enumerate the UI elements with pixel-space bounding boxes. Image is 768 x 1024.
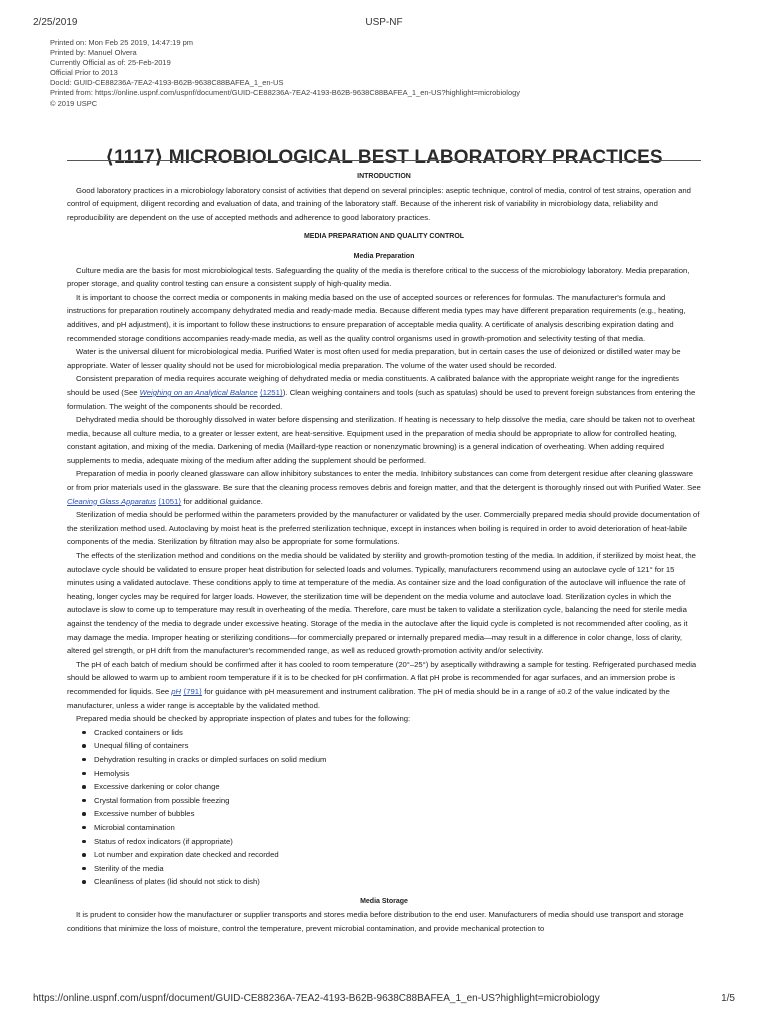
list-item: Excessive darkening or color change (94, 780, 701, 794)
doc-id: DocId: GUID-CE88236A-7EA2-4193-B62B-9638C88BAFEA_1_en-US (50, 78, 284, 88)
list-item: Excessive number of bubbles (94, 807, 701, 821)
ref-791[interactable]: ⟨791⟩ (183, 686, 203, 696)
list-item: Crystal formation from possible freezing (94, 794, 701, 808)
list-item: Unequal filling of containers (94, 739, 701, 753)
print-header (33, 17, 735, 31)
paragraph-glassware (67, 467, 701, 508)
link-weighing-analytical-balance[interactable]: Weighing on an Analytical Balance (139, 387, 258, 397)
text: ). Clean weighing containers and tools (such as spatulas) should be used to prevent foreign substances from entering the formulation. The weight of the components should be recorded. (67, 387, 696, 411)
text: for additional guidance. (181, 496, 263, 506)
ref-1051[interactable]: ⟨1051⟩ (158, 496, 182, 506)
link-cleaning-glass-apparatus[interactable]: Cleaning Glass Apparatus (67, 496, 157, 506)
paragraph: Prepared media should be checked by appropriate inspection of plates and tubes for the following: (76, 714, 411, 724)
section-heading-introduction: INTRODUCTION (357, 173, 411, 180)
print-footer (33, 993, 735, 1007)
page-number: 1/5 (721, 993, 735, 1004)
copyright: © 2019 USPC (50, 98, 98, 108)
title-divider (67, 160, 701, 161)
list-item: Cleanliness of plates (lid should not stick to dish) (94, 875, 701, 889)
print-site-title: USP-NF (365, 17, 403, 28)
document-title: ⟨1117⟩ MICROBIOLOGICAL BEST LABORATORY PRACTICES (105, 146, 663, 168)
inspection-checklist (67, 726, 701, 889)
list-item: Cracked containers or lids (94, 726, 701, 740)
paragraph: It is prudent to consider how the manufacturer or supplier transports and stores media before distribution to the end user. Manufacturers of media should use transport and storage conditions that minimize the loss of moisture, control the temperature, prevent microbial contamination, and provide mechanical protection to (67, 910, 684, 934)
paragraph: Water is the universal diluent for microbiological media. Purified Water is most often used for media preparation, but in certain cases the use of deionized or distilled water may be appropriate. Water of lesser quality should not be used for microbiological media preparation. The volume of the water used should be recorded. (67, 347, 681, 370)
list-item: Lot number and expiration date checked and recorded (94, 848, 701, 862)
list-item: Microbial contamination (94, 821, 701, 835)
print-footer-url: https://online.uspnf.com/uspnf/document/GUID-CE88236A-7EA2-4193-B62B-9638C88BAFEA_1_en-US?highlight=microbiology (33, 993, 600, 1004)
paragraph: Culture media are the basis for most microbiological tests. Safeguarding the quality of the media is therefore critical to the success of the microbiology laboratory. Media preparation, proper storage, and quality control testing can ensure a consistent supply of high-quality media. (67, 265, 690, 289)
list-item: Status of redox indicators (if appropriate) (94, 835, 701, 849)
printed-by: Printed by: Manuel Olvera (50, 48, 137, 58)
official-as-of: Currently Official as of: 25-Feb-2019 (50, 58, 171, 68)
paragraph: It is important to choose the correct media or components in making media based on the use of accepted sources or references for formulas. The manufacturer's formula and instructions for preparation routinely accompany dehydrated media and ready-made media. Because different media types may have different preparation requirements (e.g., heating, additives, and pH adjustment), it is important to follow these instructions to ensure preparation of acceptable media quality. A certificate of analysis describing expiration dating and recommended storage conditions accompanies ready-made media, as well as the quality control organisms used in growth-promotion and selectivity testing of that media. (67, 292, 686, 343)
printed-from: Printed from: https://online.uspnf.com/uspnf/document/GUID-CE88236A-7EA2-4193-B62B-9638C88BAFEA_1_en-US?highlight=microbiology (50, 88, 521, 98)
list-item: Hemolysis (94, 767, 701, 781)
paragraph: The effects of the sterilization method and conditions on the media should be validated by sterility and growth-promotion testing of the media. In addition, if sterilized by moist heat, the autoclave cycle should be validated to ensure proper heat distribution for selected loads and volumes. Typically, manufacturers recommend using an autoclave cycle of 121° for 15 minutes using a validated autoclave. These conditions apply to time at temperature of the media. As container size and the load configuration of the autoclave will influence the rate of heating, longer cycles may be required for larger loads. However, the sterilization time will be dependent on the media volume and autoclave load. Sterilization cycles in which the autoclave is slow to come up to temperature may result in overheating of the media. Therefore, care must be taken to validate a sterilization cycle, balancing the need for sterile media against the tendency of the media to degrade under excessive heating. Storage of the media in the autoclave after the liquid cycle is completed is not recommended after cooling, as it may damage the media. Improper heating or sterilizing conditions—for commercially prepared or internally prepared media—may result in a difference in color change, loss of clarity, altered gel strength, or pH drift from the manufacturer's recommended range, as well as reduced growth-promotion activity and/or selectivity. (67, 551, 696, 656)
subheading-media-preparation: Media Preparation (353, 252, 415, 260)
intro-paragraph: Good laboratory practices in a microbiology laboratory consist of activities that depend on several principles: aseptic technique, control of media, control of test strains, operation and control of equipment, diligent recording and evaluation of data, and training of the laboratory staff. Because of the inherent risk of variability in microbiology data, reliability and reproducibility are dependent on the use of accepted methods and adherence to good laboratory practices. (67, 185, 691, 222)
document-body (67, 170, 701, 936)
text: Preparation of media in poorly cleaned glassware can allow inhibitory substances to enter the media. Inhibitory substances can come from detergent residue after cleaning glassware or from prior materials used in the glassware. Be sure that the cleaning process removes debris and foreign matter, and that the detergent is thoroughly rinsed out with Purified Water. See (67, 469, 701, 493)
link-ph[interactable]: pH (171, 686, 182, 696)
printed-on: Printed on: Mon Feb 25 2019, 14:47:19 pm (50, 38, 194, 47)
section-heading-media-prep-qc: MEDIA PREPARATION AND QUALITY CONTROL (303, 233, 465, 241)
official-prior: Official Prior to 2013 (50, 68, 118, 78)
paragraph-weighing (67, 372, 701, 413)
paragraph-ph (67, 658, 701, 712)
subheading-media-storage: Media Storage (360, 897, 408, 905)
print-metadata (50, 38, 730, 109)
paragraph: Dehydrated media should be thoroughly dissolved in water before dispensing and sterilization. If heating is necessary to help dissolve the media, care should be taken not to overheat media, because all culture media, to a greater or lesser extent, are heat-sensitive. Equipment used in the preparation of media should be appropriate to allow for controlled heating, constant agitation, and mixing of the media. Darkening of media (Maillard-type reaction or nonenzymatic browning) is a general indication of overheating. When adding required supplements to media, adequate mixing of the medium after adding the supplement should be performed. (67, 415, 695, 465)
text: The pH of each batch of medium should be confirmed after it has cooled to room temperature (20°–25°) by aseptically withdrawing a sample for testing. Refrigerated purchased media should be allowed to warm up to ambient room temperature if it is to be checked for pH confirmation. A flat pH probe is recommended for agar surfaces, and an immersion probe is recommended for liquids. See (67, 659, 697, 696)
text: for guidance with pH measurement and instrument calibration. The pH of media should be in a range of ±0.2 of the value indicated by the manufacturer, unless a wider range is acceptable by the validated method. (67, 686, 670, 710)
print-date: 2/25/2019 (33, 17, 78, 28)
list-item: Dehydration resulting in cracks or dimpled surfaces on solid medium (94, 753, 701, 767)
text: Consistent preparation of media requires accurate weighing of dehydrated media or media constituents. A calibrated balance with the appropriate weight range for the ingredients should be used (See (67, 374, 679, 397)
ref-1251[interactable]: ⟨1251⟩ (259, 387, 283, 397)
list-item: Sterility of the media (94, 862, 701, 876)
paragraph: Sterilization of media should be performed within the parameters provided by the manufacturer or validated by the user. Commercially prepared media should provide documentation of the sterilization method used. Autoclaving by moist heat is the preferred sterilization technique, except in instances when boiling is required in order to avoid deterioration of heat-labile components of the media. Sterilization by filtration may also be appropriate for some formulations. (67, 510, 700, 547)
